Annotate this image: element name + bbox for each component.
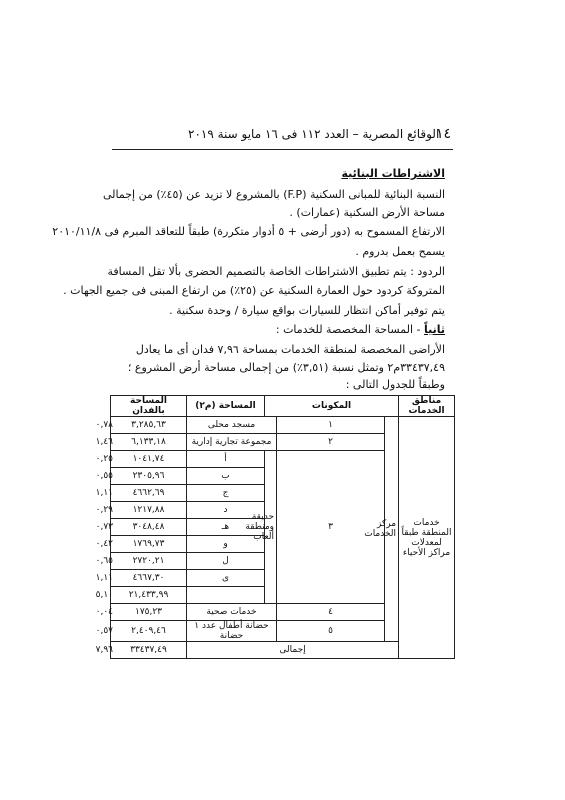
row-area-m2: ٢,٤٠٩,٤٦ [111,621,187,642]
row-area-m2: ٣٠٤٨,٤٨ [111,519,187,536]
row-sub: د [187,502,265,519]
row-sub: ى [187,570,265,587]
second-title: - المساحة المخصصة للخدمات : [275,323,424,336]
table-row: ى ٤٦٦٧,٣٠ ١,١١ [111,570,455,587]
row-num: ٥ [277,621,385,642]
table-row: ٢١,٤٣٣,٩٩ ٥,١٠ [111,587,455,604]
row-sub: أ [187,451,265,468]
second-heading [110,322,445,337]
row-area-m2: ٦,١٣٣,١٨ [111,434,187,451]
para-line-2: ٣٣٤٣٧,٤٩م٢ وتمثل نسبة (٣,٥١٪) من إجمالى مساحة أرض المشروع ؛ [127,361,445,374]
row-area-m2: ٤٦٦٧,٣٠ [111,570,187,587]
row-sub: ج [187,485,265,502]
para-line-1: الأراضى المخصصة لمنطقة الخدمات بمساحة ٧,٩٦ فدان أى ما يعادل [135,343,445,356]
col-header-regions: مناطق الخدمات [399,396,455,417]
header-title: الوقائع المصرية – العدد ١١٢ فى ١٦ مايو سنة ٢٠١٩ [188,127,440,141]
center-cell: مركز الخدمات [385,417,399,642]
section-title: الاشتراطات البنائية [341,167,445,180]
row-area-m2: ٢٣٠٥,٩٦ [111,468,187,485]
row-num: ١ [277,417,385,434]
text-line-2: مساحة الأرض السكنية (عمارات) . [289,206,445,219]
row-area-m2: ٢٧٢٠,٢١ [111,553,187,570]
table-row: د ١٢١٧,٨٨ ٠,٢٩ [111,502,455,519]
row-area-m2: ١٢١٧,٨٨ [111,502,187,519]
table-row: خدمات المنطقة طبقاً لمعدلات مراكز الأحياء مركز الخدمات ١ مسجد محلى ٣,٢٨٥,٦٣ ٠,٧٨ [111,417,455,434]
row-item: مسجد محلى [187,417,277,434]
row-area-m2: ١٧٦٩,٧٣ [111,536,187,553]
table-row: ٤ خدمات صحية ١٧٥,٢٣ ٠,٠٤ [111,604,455,621]
row-area-m2: ٢١,٤٣٣,٩٩ [111,587,187,604]
row-num: ٢ [277,434,385,451]
table-row: ٥ حضانة أطفال عدد ١ حضانة ٢,٤٠٩,٤٦ ٠,٥٧ [111,621,455,642]
col-header-components: المكونات [265,396,399,417]
table-header-row [111,396,455,417]
text-line-1: النسبة البنائية للمبانى السكنية (F.P) بالمشروع لا تزيد عن (٤٥٪) من إجمالى [103,188,445,201]
table-total-row: إجمالى ٣٣٤٣٧,٤٩ ٧,٩٦ [111,642,455,659]
row-sub: هـ [187,519,265,536]
table-row: ٢ مجموعة تجارية إدارية ٦,١٣٣,١٨ ١,٤٦ [111,434,455,451]
row-sub [187,587,265,604]
text-line-3: الارتفاع المسموح به (دور أرضى + ٥ أدوار متكررة) طبقاً للتعاقد المبرم فى ٢٠١٠/١١/٨ [52,225,445,238]
row-area-m2: ١٠٤١,٧٤ [111,451,187,468]
text-line-5: الردود : يتم تطبيق الاشتراطات الخاصة بالتصميم الحضرى بألا تقل المسافة [107,265,445,278]
col-header-area-fd: المساحة بالفدان [111,396,187,417]
row-item: حضانة أطفال عدد ١ حضانة [187,621,277,642]
region-cell: خدمات المنطقة طبقاً لمعدلات مراكز الأحياء [399,417,455,659]
table-row: ج ٤٦٦٢,٦٩ ١,١١ [111,485,455,502]
text-line-4: يسمح بعمل بدروم . [355,245,445,258]
col-header-area-m2: المساحة (م٢) [187,396,265,417]
text-line-6: المتروكة كردود حول العمارة السكنية عن (٢٥٪) من ارتفاع المبنى فى جميع الجهات . [63,284,445,297]
table-row: هـ ٣٠٤٨,٤٨ ٠,٧٣ [111,519,455,536]
row-item: مجموعة تجارية إدارية [187,434,277,451]
row-area-m2: ٣,٢٨٥,٦٣ [111,417,187,434]
row-item: خدمات صحية [187,604,277,621]
row-sub: ل [187,553,265,570]
row-num: ٣ [277,451,385,604]
table-row: ٣ حديقة ومنطقة ألعاب أ ١٠٤١,٧٤ ٠,٢٥ [111,451,455,468]
row-sub: ب [187,468,265,485]
row-item: حديقة ومنطقة ألعاب [265,451,277,604]
second-label: ثانياً [423,323,445,336]
total-label: إجمالى [187,642,399,659]
row-num: ٤ [277,604,385,621]
page-number: ١٤ [435,126,451,142]
para-line-3: وطبقاً للجدول التالى : [345,378,445,391]
header-divider [112,149,453,150]
services-table [95,395,455,659]
table-row: ل ٢٧٢٠,٢١ ٠,٦٥ [111,553,455,570]
total-area-m2: ٣٣٤٣٧,٤٩ [111,642,187,659]
row-area-m2: ٤٦٦٢,٦٩ [111,485,187,502]
table-row: ب ٢٣٠٥,٩٦ ٠,٥٥ [111,468,455,485]
table-row: و ١٧٦٩,٧٣ ٠,٤٢ [111,536,455,553]
text-line-7: يتم توفير أماكن انتظار للسيارات بواقع سيارة / وحدة سكنية . [169,304,445,317]
row-area-m2: ١٧٥,٢٣ [111,604,187,621]
page-header [108,124,457,144]
row-sub: و [187,536,265,553]
